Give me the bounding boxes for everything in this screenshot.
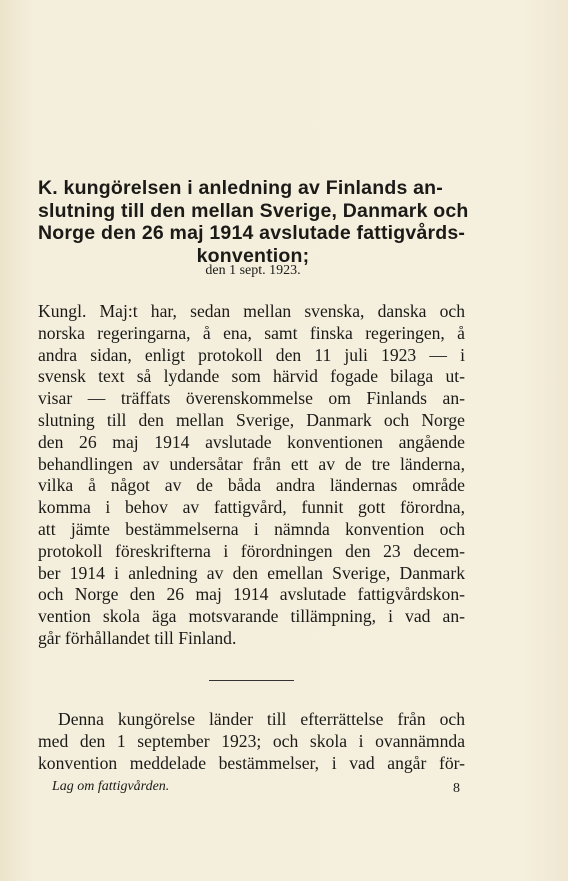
body-line: vention skola äga motsvarande tillämpning, i vad an- (38, 606, 465, 627)
body-line: slutning till den mellan Sverige, Danmark och Norge (38, 409, 465, 430)
body-line: ber 1914 i anledning av den emellan Sverige, Danmark (38, 562, 465, 583)
decree-date: den 1 sept. 1923. (205, 263, 301, 278)
heading-line: K. kungörelsen i anledning av Finlands an- (38, 177, 443, 199)
heading-line: slutning till den mellan Sverige, Danmark och (38, 199, 469, 222)
body-line: visar — träffats överenskommelse om Finlands an- (38, 388, 465, 409)
body-line: svensk text så lydande som härvid fogade bilaga ut- (38, 366, 465, 387)
body-line: att jämte bestämmelserna i nämnda konvention och (38, 518, 465, 539)
body-line: komma i behov av fattigvård, funnit gott förordna, (38, 497, 465, 518)
body-line: protokoll föreskrifterna i förordningen den 23 decem- (38, 540, 465, 561)
body-line: vilka å något av de båda andra ländernas område (38, 475, 465, 496)
closing-paragraph (38, 708, 465, 774)
page-number: 8 (453, 781, 460, 796)
closing-line: med den 1 september 1923; och skola i ovannämnda (38, 731, 465, 751)
body-line: behandlingen av undersåtar från ett av de tre länderna, (38, 453, 465, 474)
body-line: går förhållandet till Finland. (38, 627, 237, 648)
page-footer (52, 778, 460, 798)
closing-line: konvention meddelade bestämmelser, i vad angår för- (38, 753, 465, 773)
body-line: och Norge den 26 maj 1914 avslutade fattigvårdskon- (38, 584, 465, 605)
closing-line: Denna kungörelse länder till efterrättelse från och (58, 709, 465, 729)
footer-signature: Lag om fattigvården. (52, 779, 170, 794)
heading-line: konvention; (196, 244, 310, 267)
body-paragraph (38, 301, 465, 650)
heading-line: Norge den 26 maj 1914 avslutade fattigvårds- (38, 222, 466, 244)
section-divider (209, 680, 294, 681)
body-line: Kungl. Maj:t har, sedan mellan svenska, danska och (38, 301, 465, 321)
body-line: den 26 maj 1914 avslutade konventionen angående (38, 431, 465, 452)
body-line: andra sidan, enligt protokoll den 11 juli 1923 — i (38, 344, 465, 365)
document-heading (38, 177, 468, 267)
body-line: norska regeringarna, å ena, samt finska regeringen, å (38, 322, 465, 343)
